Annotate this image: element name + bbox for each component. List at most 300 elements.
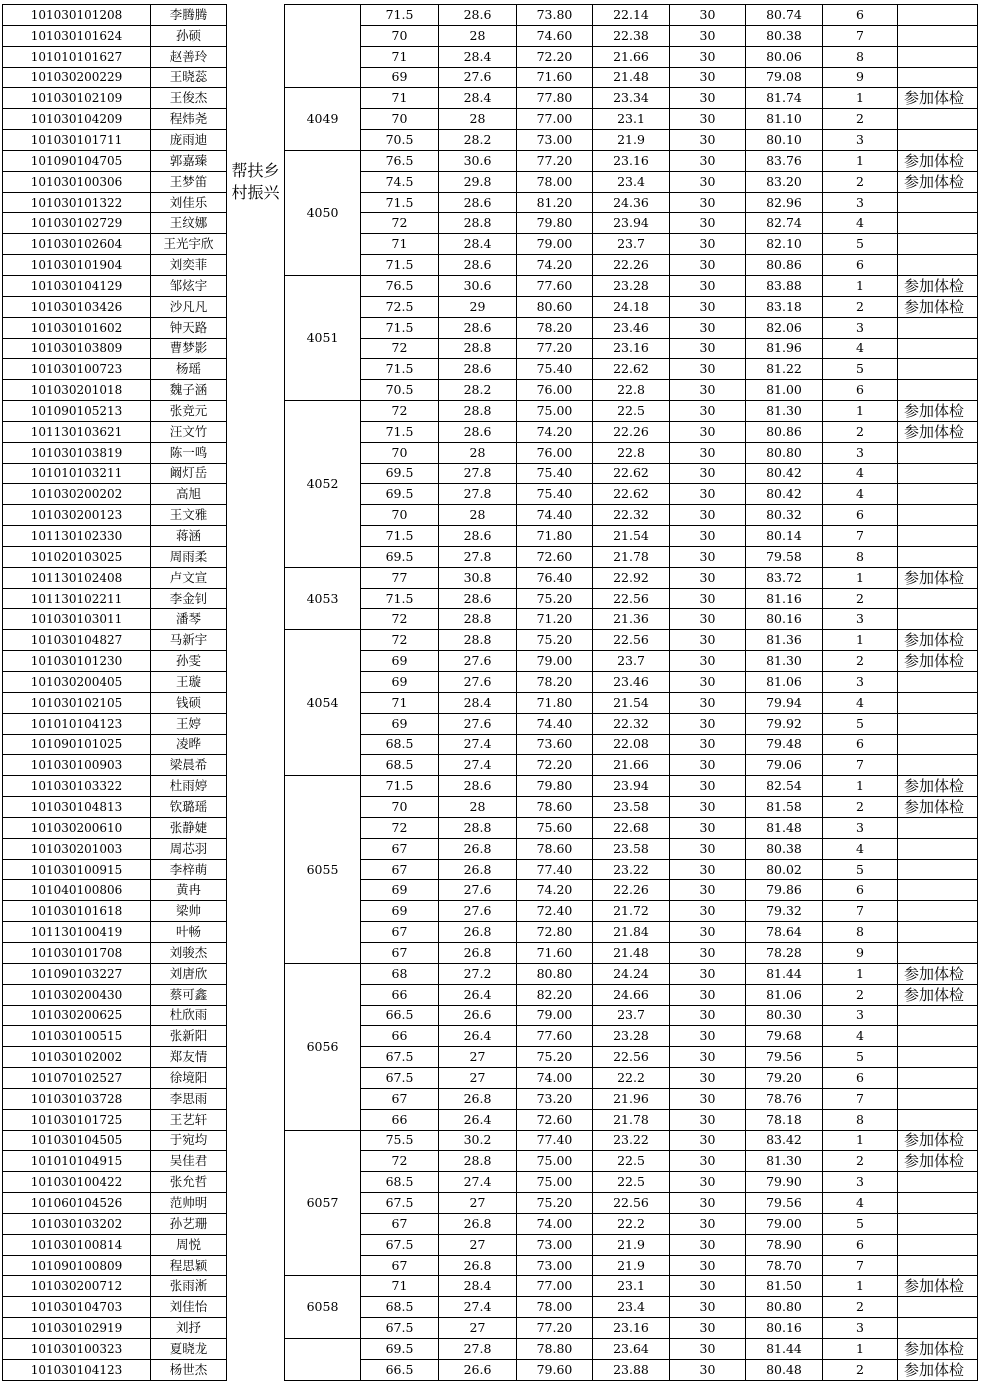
bonus-cell: 30 (670, 692, 746, 713)
remark-cell (898, 359, 978, 380)
remark-cell (898, 755, 978, 776)
interview-cell: 78.60 (517, 797, 593, 818)
table-row (3, 776, 978, 797)
exam-id-cell: 101030102109 (3, 88, 151, 109)
interview_weighted-cell: 22.32 (593, 713, 670, 734)
written-cell: 76.5 (361, 275, 439, 296)
table-row (3, 567, 978, 588)
remark-cell (898, 609, 978, 630)
position-code-cell: 4051 (285, 275, 361, 400)
rank-cell: 4 (823, 463, 898, 484)
interview_weighted-cell: 21.96 (593, 1088, 670, 1109)
exam-id-cell: 101030103202 (3, 1213, 151, 1234)
table-row (3, 1130, 978, 1151)
interview-cell: 75.40 (517, 463, 593, 484)
bonus-cell: 30 (670, 88, 746, 109)
remark-cell (898, 192, 978, 213)
interview-cell: 78.00 (517, 1297, 593, 1318)
bonus-cell: 30 (670, 901, 746, 922)
written_weighted-cell: 28.8 (439, 213, 517, 234)
interview-cell: 77.40 (517, 859, 593, 880)
written-cell: 71 (361, 692, 439, 713)
written_weighted-cell: 27.6 (439, 672, 517, 693)
exam-id-cell: 101030103809 (3, 338, 151, 359)
rank-cell: 2 (823, 1297, 898, 1318)
written-cell: 72 (361, 401, 439, 422)
written-cell: 68.5 (361, 734, 439, 755)
bonus-cell: 30 (670, 234, 746, 255)
written-cell: 72 (361, 213, 439, 234)
written-cell: 70.5 (361, 380, 439, 401)
total-cell: 79.00 (746, 1213, 823, 1234)
name-cell: 汪文竹 (151, 421, 227, 442)
interview_weighted-cell: 22.56 (593, 630, 670, 651)
interview_weighted-cell: 23.1 (593, 1276, 670, 1297)
position-code-cell: 4050 (285, 150, 361, 275)
interview-cell: 76.40 (517, 567, 593, 588)
interview_weighted-cell: 22.68 (593, 817, 670, 838)
interview-cell: 81.20 (517, 192, 593, 213)
table-row (3, 984, 978, 1005)
remark-cell (898, 317, 978, 338)
interview-cell: 77.00 (517, 109, 593, 130)
exam-id-cell: 101090104705 (3, 150, 151, 171)
written_weighted-cell: 28 (439, 797, 517, 818)
interview-cell: 74.20 (517, 255, 593, 276)
interview_weighted-cell: 23.16 (593, 150, 670, 171)
interview-cell: 73.80 (517, 5, 593, 26)
bonus-cell: 30 (670, 776, 746, 797)
interview-cell: 82.20 (517, 984, 593, 1005)
interview_weighted-cell: 23.16 (593, 338, 670, 359)
rank-cell: 3 (823, 672, 898, 693)
name-cell: 曹梦影 (151, 338, 227, 359)
results-table (2, 4, 978, 1381)
remark-cell (898, 46, 978, 67)
interview_weighted-cell: 23.4 (593, 171, 670, 192)
table-row (3, 1172, 978, 1193)
table-row (3, 1005, 978, 1026)
total-cell: 80.06 (746, 46, 823, 67)
written-cell: 77 (361, 567, 439, 588)
table-row (3, 942, 978, 963)
position-code-cell: 6056 (285, 963, 361, 1130)
written-cell: 67.5 (361, 1068, 439, 1089)
interview_weighted-cell: 22.56 (593, 1047, 670, 1068)
bonus-cell: 30 (670, 651, 746, 672)
interview-cell: 75.00 (517, 1172, 593, 1193)
total-cell: 83.18 (746, 296, 823, 317)
written_weighted-cell: 27 (439, 1068, 517, 1089)
interview-cell: 77.00 (517, 1276, 593, 1297)
bonus-cell: 30 (670, 1088, 746, 1109)
table-row (3, 817, 978, 838)
interview_weighted-cell: 22.26 (593, 255, 670, 276)
exam-id-cell: 101030100323 (3, 1339, 151, 1360)
name-cell: 钱硕 (151, 692, 227, 713)
position-code-cell: 4049 (285, 88, 361, 151)
table-row (3, 880, 978, 901)
interview_weighted-cell: 22.14 (593, 5, 670, 26)
remark-cell (898, 1255, 978, 1276)
remark-cell (898, 859, 978, 880)
interview-cell: 79.80 (517, 213, 593, 234)
written-cell: 71.5 (361, 359, 439, 380)
written_weighted-cell: 27.6 (439, 67, 517, 88)
interview_weighted-cell: 23.22 (593, 859, 670, 880)
interview-cell: 77.20 (517, 150, 593, 171)
exam-id-cell: 101030100306 (3, 171, 151, 192)
bonus-cell: 30 (670, 505, 746, 526)
interview-cell: 75.20 (517, 1193, 593, 1214)
remark-cell (898, 338, 978, 359)
remark-cell: 参加体检 (898, 275, 978, 296)
table-row (3, 588, 978, 609)
bonus-cell: 30 (670, 859, 746, 880)
interview-cell: 76.00 (517, 442, 593, 463)
bonus-cell: 30 (670, 1109, 746, 1130)
interview_weighted-cell: 21.9 (593, 1255, 670, 1276)
total-cell: 78.28 (746, 942, 823, 963)
name-cell: 周悦 (151, 1234, 227, 1255)
written_weighted-cell: 28.8 (439, 338, 517, 359)
rank-cell: 2 (823, 296, 898, 317)
bonus-cell: 30 (670, 1047, 746, 1068)
exam-id-cell: 101030200123 (3, 505, 151, 526)
written-cell: 71 (361, 46, 439, 67)
interview_weighted-cell: 22.08 (593, 734, 670, 755)
interview_weighted-cell: 23.22 (593, 1130, 670, 1151)
written_weighted-cell: 28.2 (439, 130, 517, 151)
name-cell: 周雨柔 (151, 546, 227, 567)
table-row (3, 1088, 978, 1109)
bonus-cell: 30 (670, 171, 746, 192)
name-cell: 孙艺珊 (151, 1213, 227, 1234)
written_weighted-cell: 26.6 (439, 1359, 517, 1380)
rank-cell: 1 (823, 275, 898, 296)
written-cell: 76.5 (361, 150, 439, 171)
exam-id-cell: 101030200625 (3, 1005, 151, 1026)
rank-cell: 7 (823, 1088, 898, 1109)
name-cell: 杜雨婷 (151, 776, 227, 797)
interview-cell: 75.20 (517, 630, 593, 651)
name-cell: 魏子涵 (151, 380, 227, 401)
total-cell: 80.16 (746, 1318, 823, 1339)
exam-id-cell: 101030201018 (3, 380, 151, 401)
total-cell: 80.14 (746, 526, 823, 547)
name-cell: 杨瑶 (151, 359, 227, 380)
table-row (3, 150, 978, 171)
exam-id-cell: 101030101322 (3, 192, 151, 213)
rank-cell: 8 (823, 46, 898, 67)
table-row (3, 1318, 978, 1339)
written_weighted-cell: 26.8 (439, 1213, 517, 1234)
interview_weighted-cell: 23.58 (593, 797, 670, 818)
interview_weighted-cell: 22.56 (593, 1193, 670, 1214)
written_weighted-cell: 27.4 (439, 755, 517, 776)
exam-id-cell: 101130102211 (3, 588, 151, 609)
table-row (3, 1359, 978, 1380)
bonus-cell: 30 (670, 296, 746, 317)
exam-id-cell: 101090103227 (3, 963, 151, 984)
table-row (3, 463, 978, 484)
written-cell: 69 (361, 651, 439, 672)
remark-cell (898, 1297, 978, 1318)
name-cell: 钟天路 (151, 317, 227, 338)
written_weighted-cell: 28.2 (439, 380, 517, 401)
interview-cell: 79.60 (517, 1359, 593, 1380)
table-row (3, 275, 978, 296)
total-cell: 78.70 (746, 1255, 823, 1276)
table-row (3, 130, 978, 151)
rank-cell: 3 (823, 1318, 898, 1339)
interview_weighted-cell: 21.54 (593, 526, 670, 547)
name-cell: 于宛均 (151, 1130, 227, 1151)
written_weighted-cell: 27.8 (439, 484, 517, 505)
interview_weighted-cell: 21.9 (593, 1234, 670, 1255)
written-cell: 66 (361, 1109, 439, 1130)
total-cell: 80.86 (746, 421, 823, 442)
written-cell: 69.5 (361, 463, 439, 484)
interview-cell: 77.20 (517, 1318, 593, 1339)
rank-cell: 1 (823, 88, 898, 109)
rank-cell: 5 (823, 713, 898, 734)
remark-cell (898, 463, 978, 484)
written-cell: 72 (361, 338, 439, 359)
remark-cell (898, 109, 978, 130)
interview-cell: 74.20 (517, 880, 593, 901)
position-code-cell (285, 5, 361, 88)
interview-cell: 72.60 (517, 546, 593, 567)
interview-cell: 75.00 (517, 1151, 593, 1172)
exam-id-cell: 101030200712 (3, 1276, 151, 1297)
bonus-cell: 30 (670, 359, 746, 380)
name-cell: 王璇 (151, 672, 227, 693)
interview-cell: 72.80 (517, 922, 593, 943)
written_weighted-cell: 27 (439, 1047, 517, 1068)
written_weighted-cell: 27.6 (439, 651, 517, 672)
exam-id-cell: 101010103211 (3, 463, 151, 484)
name-cell: 郑友情 (151, 1047, 227, 1068)
bonus-cell: 30 (670, 67, 746, 88)
interview_weighted-cell: 22.8 (593, 380, 670, 401)
interview_weighted-cell: 22.8 (593, 442, 670, 463)
rank-cell: 3 (823, 442, 898, 463)
table-row (3, 255, 978, 276)
remark-cell: 参加体检 (898, 1151, 978, 1172)
written-cell: 71.5 (361, 776, 439, 797)
remark-cell (898, 5, 978, 26)
rank-cell: 4 (823, 838, 898, 859)
interview_weighted-cell: 21.78 (593, 1109, 670, 1130)
interview-cell: 72.20 (517, 46, 593, 67)
written-cell: 75.5 (361, 1130, 439, 1151)
exam-id-cell: 101130102408 (3, 567, 151, 588)
written_weighted-cell: 28.6 (439, 588, 517, 609)
exam-id-cell: 101030200202 (3, 484, 151, 505)
written-cell: 71 (361, 234, 439, 255)
written_weighted-cell: 28.4 (439, 234, 517, 255)
bonus-cell: 30 (670, 942, 746, 963)
interview_weighted-cell: 21.66 (593, 755, 670, 776)
written_weighted-cell: 27.6 (439, 880, 517, 901)
name-cell: 刘骏杰 (151, 942, 227, 963)
table-row (3, 1047, 978, 1068)
total-cell: 82.54 (746, 776, 823, 797)
interview-cell: 75.40 (517, 484, 593, 505)
remark-cell (898, 942, 978, 963)
name-cell: 周芯羽 (151, 838, 227, 859)
name-cell: 张雨淅 (151, 1276, 227, 1297)
rank-cell: 5 (823, 1213, 898, 1234)
interview_weighted-cell: 24.24 (593, 963, 670, 984)
table-row (3, 692, 978, 713)
table-row (3, 1193, 978, 1214)
interview_weighted-cell: 22.92 (593, 567, 670, 588)
total-cell: 81.30 (746, 651, 823, 672)
exam-id-cell: 101090101025 (3, 734, 151, 755)
interview_weighted-cell: 22.5 (593, 1151, 670, 1172)
exam-id-cell: 101030101711 (3, 130, 151, 151)
remark-cell (898, 546, 978, 567)
name-cell: 王艺轩 (151, 1109, 227, 1130)
written_weighted-cell: 28.4 (439, 46, 517, 67)
interview-cell: 74.00 (517, 1213, 593, 1234)
written-cell: 68 (361, 963, 439, 984)
written_weighted-cell: 27 (439, 1318, 517, 1339)
remark-cell (898, 922, 978, 943)
total-cell: 80.32 (746, 505, 823, 526)
remark-cell (898, 880, 978, 901)
table-row (3, 338, 978, 359)
written-cell: 71.5 (361, 317, 439, 338)
remark-cell: 参加体检 (898, 1339, 978, 1360)
bonus-cell: 30 (670, 1213, 746, 1234)
interview-cell: 78.00 (517, 171, 593, 192)
exam-id-cell: 101030101725 (3, 1109, 151, 1130)
name-cell: 刘抒 (151, 1318, 227, 1339)
written_weighted-cell: 27.2 (439, 963, 517, 984)
total-cell: 81.30 (746, 1151, 823, 1172)
written-cell: 67 (361, 1213, 439, 1234)
written_weighted-cell: 26.6 (439, 1005, 517, 1026)
interview-cell: 73.00 (517, 1255, 593, 1276)
remark-cell (898, 838, 978, 859)
written-cell: 71.5 (361, 5, 439, 26)
category-spacer-top (227, 5, 285, 151)
exam-id-cell: 101030200405 (3, 672, 151, 693)
name-cell: 王文雅 (151, 505, 227, 526)
rank-cell: 8 (823, 1109, 898, 1130)
table-row (3, 1026, 978, 1047)
exam-id-cell: 101010101627 (3, 46, 151, 67)
rank-cell: 5 (823, 234, 898, 255)
interview-cell: 76.00 (517, 380, 593, 401)
total-cell: 79.90 (746, 1172, 823, 1193)
interview-cell: 79.00 (517, 651, 593, 672)
written_weighted-cell: 26.8 (439, 942, 517, 963)
bonus-cell: 30 (670, 1255, 746, 1276)
written-cell: 71.5 (361, 255, 439, 276)
total-cell: 78.76 (746, 1088, 823, 1109)
name-cell: 梁晨希 (151, 755, 227, 776)
remark-cell: 参加体检 (898, 88, 978, 109)
written-cell: 67 (361, 838, 439, 859)
written-cell: 67 (361, 1088, 439, 1109)
written_weighted-cell: 29 (439, 296, 517, 317)
written-cell: 67 (361, 942, 439, 963)
name-cell: 李金钊 (151, 588, 227, 609)
exam-id-cell: 101030101904 (3, 255, 151, 276)
table-row (3, 1234, 978, 1255)
written_weighted-cell: 27.6 (439, 901, 517, 922)
bonus-cell: 30 (670, 213, 746, 234)
total-cell: 81.06 (746, 672, 823, 693)
written_weighted-cell: 28.8 (439, 1151, 517, 1172)
rank-cell: 6 (823, 1068, 898, 1089)
interview-cell: 73.00 (517, 130, 593, 151)
written_weighted-cell: 26.4 (439, 1026, 517, 1047)
interview_weighted-cell: 22.26 (593, 880, 670, 901)
name-cell: 沙凡凡 (151, 296, 227, 317)
table-row (3, 171, 978, 192)
bonus-cell: 30 (670, 734, 746, 755)
written_weighted-cell: 26.4 (439, 1109, 517, 1130)
interview_weighted-cell: 22.2 (593, 1213, 670, 1234)
interview-cell: 78.80 (517, 1339, 593, 1360)
interview-cell: 72.20 (517, 755, 593, 776)
total-cell: 79.48 (746, 734, 823, 755)
rank-cell: 6 (823, 1234, 898, 1255)
exam-id-cell: 101030101602 (3, 317, 151, 338)
total-cell: 83.76 (746, 150, 823, 171)
bonus-cell: 30 (670, 838, 746, 859)
bonus-cell: 30 (670, 1318, 746, 1339)
remark-cell: 参加体检 (898, 630, 978, 651)
written-cell: 71 (361, 88, 439, 109)
name-cell: 叶畅 (151, 922, 227, 943)
table-row (3, 1213, 978, 1234)
bonus-cell: 30 (670, 630, 746, 651)
written_weighted-cell: 28.6 (439, 317, 517, 338)
total-cell: 83.20 (746, 171, 823, 192)
written-cell: 67.5 (361, 1318, 439, 1339)
position-code-cell: 4052 (285, 401, 361, 568)
interview-cell: 73.60 (517, 734, 593, 755)
interview-cell: 71.20 (517, 609, 593, 630)
total-cell: 81.16 (746, 588, 823, 609)
bonus-cell: 30 (670, 484, 746, 505)
remark-cell (898, 213, 978, 234)
rank-cell: 4 (823, 692, 898, 713)
remark-cell: 参加体检 (898, 150, 978, 171)
exam-id-cell: 101030102002 (3, 1047, 151, 1068)
interview-cell: 77.20 (517, 338, 593, 359)
interview-cell: 74.00 (517, 1068, 593, 1089)
total-cell: 78.64 (746, 922, 823, 943)
exam-id-cell: 101030103322 (3, 776, 151, 797)
interview-cell: 79.00 (517, 1005, 593, 1026)
bonus-cell: 30 (670, 546, 746, 567)
category-spacer-bottom (227, 213, 285, 776)
rank-cell: 4 (823, 484, 898, 505)
exam-id-cell: 101030102105 (3, 692, 151, 713)
interview_weighted-cell: 21.72 (593, 901, 670, 922)
written-cell: 70 (361, 109, 439, 130)
rank-cell: 1 (823, 150, 898, 171)
interview-cell: 72.40 (517, 901, 593, 922)
bonus-cell: 30 (670, 317, 746, 338)
